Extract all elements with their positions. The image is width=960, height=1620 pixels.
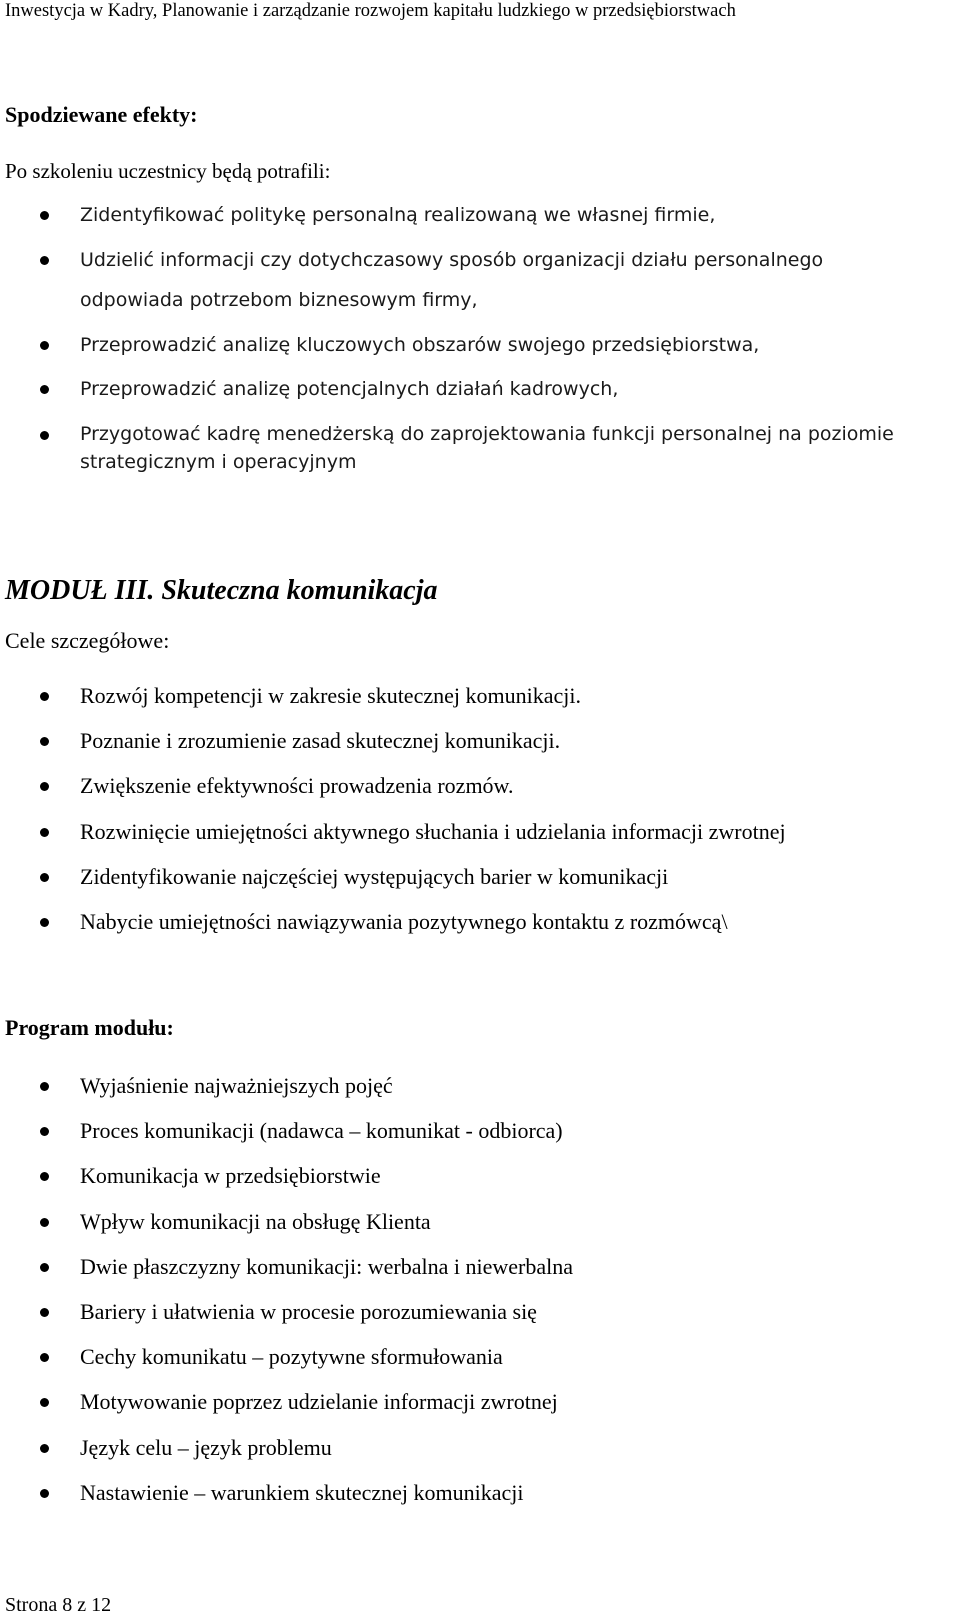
bullet-icon <box>40 918 49 927</box>
list-item-text: Zwiększenie efektywności prowadzenia rozmów. <box>80 773 514 799</box>
bullet-icon <box>40 1398 49 1407</box>
list-item-text: Język celu – język problemu <box>80 1434 332 1460</box>
list-item-text: Przeprowadzić analizę potencjalnych działań kadrowych, <box>80 378 619 400</box>
bullet-icon <box>40 1127 49 1136</box>
list-item <box>0 1161 960 1206</box>
list-item <box>0 420 960 480</box>
list-item <box>0 245 960 330</box>
list-item-text: Wyjaśnienie najważniejszych pojęć <box>80 1073 393 1098</box>
bullet-icon <box>40 737 49 746</box>
bullet-icon <box>40 1444 49 1453</box>
list-item <box>0 1252 960 1297</box>
list-item-text: Poznanie i zrozumienie zasad skutecznej komunikacji. <box>80 728 561 754</box>
list-item <box>0 681 960 726</box>
list-item-text: Motywowanie poprzez udzielanie informacji zwrotnej <box>80 1389 558 1415</box>
program-list <box>0 1071 960 1523</box>
list-item <box>0 374 960 420</box>
list-item-text: Nastawienie – warunkiem skutecznej komunikacji <box>80 1479 524 1505</box>
effects-intro: Po szkoleniu uczestnicy będą potrafili: <box>5 159 331 183</box>
effects-heading: Spodziewane efekty: <box>5 102 198 127</box>
bullet-icon <box>40 782 49 791</box>
page-number: Strona 8 z 12 <box>5 1594 112 1616</box>
list-item <box>0 817 960 862</box>
list-item-text: Udzielić informacji czy dotychczasowy sposób organizacji działu personalnego <box>80 249 824 271</box>
list-item-text: Wpływ komunikacji na obsługę Klienta <box>80 1208 431 1234</box>
bullet-icon <box>40 256 49 265</box>
module-title: MODUŁ III. Skuteczna komunikacja <box>5 575 438 606</box>
bullet-icon <box>40 1218 49 1227</box>
list-item-text: Komunikacja w przedsiębiorstwie <box>80 1163 381 1189</box>
list-item-text: Rozwinięcie umiejętności aktywnego słuchania i udzielania informacji zwrotnej <box>80 818 786 844</box>
list-item-text: Zidentyfikować politykę personalną realizowaną we własnej firmie, <box>80 204 716 226</box>
bullet-icon <box>40 1172 49 1181</box>
list-item-text: Cechy komunikatu – pozytywne sformułowania <box>80 1344 503 1370</box>
list-item <box>0 907 960 952</box>
program-heading: Program modułu: <box>5 1015 174 1040</box>
list-item-text: Przygotować kadrę menedżerską do zaprojektowania funkcji personalnej na poziomie <box>80 423 894 445</box>
list-item <box>0 1433 960 1478</box>
bullet-icon <box>40 341 49 350</box>
bullet-icon <box>40 1308 49 1317</box>
bullet-icon <box>40 385 49 394</box>
bullet-icon <box>40 211 49 220</box>
bullet-icon <box>40 1489 49 1498</box>
bullet-icon <box>40 1082 49 1091</box>
list-item-text: Proces komunikacji (nadawca – komunikat - odbiorca) <box>80 1118 563 1144</box>
list-item <box>0 1342 960 1387</box>
list-item <box>0 200 960 245</box>
goals-heading: Cele szczegółowe: <box>5 628 170 653</box>
page-header: Inwestycja w Kadry, Planowanie i zarządzanie rozwojem kapitału ludzkiego w przedsiębiorstwach <box>5 1 736 21</box>
list-item-text-continued: strategicznym i operacyjnym <box>80 451 357 473</box>
list-item-text: Zidentyfikowanie najczęściej występujących barier w komunikacji <box>80 863 669 889</box>
list-item <box>0 1071 960 1116</box>
bullet-icon <box>40 828 49 837</box>
list-item <box>0 771 960 816</box>
goals-list <box>0 681 960 952</box>
bullet-icon <box>40 1263 49 1272</box>
list-item-text: Dwie płaszczyzny komunikacji: werbalna i niewerbalna <box>80 1253 573 1279</box>
bullet-icon <box>40 873 49 882</box>
list-item <box>0 1478 960 1523</box>
list-item <box>0 1297 960 1342</box>
list-item <box>0 1116 960 1161</box>
list-item-text: Nabycie umiejętności nawiązywania pozytywnego kontaktu z rozmówcą\ <box>80 908 728 934</box>
bullet-icon <box>40 692 49 701</box>
effects-list <box>0 200 960 480</box>
list-item <box>0 330 960 374</box>
list-item <box>0 1387 960 1432</box>
bullet-icon <box>40 431 49 440</box>
list-item <box>0 862 960 907</box>
list-item-text: Bariery i ułatwienia w procesie porozumiewania się <box>80 1298 537 1324</box>
bullet-icon <box>40 1353 49 1362</box>
list-item <box>0 726 960 771</box>
list-item-text: Rozwój kompetencji w zakresie skutecznej komunikacji. <box>80 683 581 708</box>
list-item <box>0 1207 960 1252</box>
list-item-text: Przeprowadzić analizę kluczowych obszarów swojego przedsiębiorstwa, <box>80 334 760 356</box>
list-item-text-continued: odpowiada potrzebom biznesowym firmy, <box>80 289 478 311</box>
